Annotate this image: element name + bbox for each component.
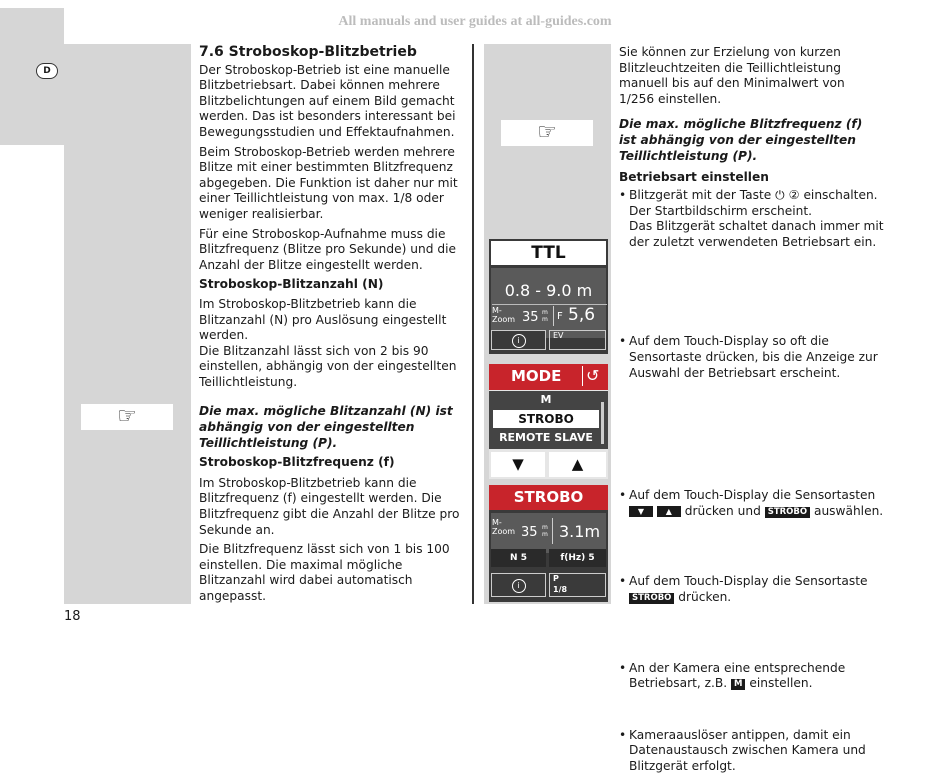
info-button[interactable] [491, 573, 546, 597]
range-readout: 0.8 - 9.0 m [504, 281, 593, 300]
display-strobo: STROBO M- Zoom 35 mm 3.1m N 5 f(Hz) 5 i P 1/8 [489, 485, 608, 602]
strobo-key-chip: STROBO [765, 507, 810, 518]
info-icon: i [512, 334, 526, 348]
step-camera-mode: • An der Kamera eine entsprechende Betriebsart, z.B. M einstellen. [619, 660, 846, 691]
subheading-mode: Betriebsart einstellen [619, 170, 769, 185]
flash-count-button[interactable]: N 5 [491, 549, 546, 567]
power-icon: ⏻ [775, 188, 785, 202]
mode-option-strobo[interactable]: STROBO [493, 410, 599, 428]
mode-label: TTL [491, 241, 606, 265]
paragraph: Im Stroboskop-Blitzbetrieb kann die Blitzfrequenz (f) eingestellt werden. Die Blitzfrequenz gibt die Anzahl der Blitze pro Sekunde an. [199, 475, 460, 537]
section-title: 7.6 Stroboskop-Blitzbetrieb [199, 44, 417, 60]
paragraph: Für eine Stroboskop-Aufnahme muss die Blitzfrequenz (Blitze pro Sekunde) und die Anzahl der Blitze eingestellt werden. [199, 226, 456, 272]
step-power-on: • Blitzgerät mit der Taste ⏻ ② einschalten. Der Startbildschirm erscheint. Das Blitzgerät schaltet danach immer mit der zuletzt verwendeten Betriebsart ein. [619, 188, 884, 249]
up-arrow-button[interactable]: ▲ [549, 452, 606, 477]
ev-button[interactable]: EV [549, 330, 606, 350]
back-icon[interactable]: ↺ [586, 366, 600, 385]
paragraph: Beim Stroboskop-Betrieb werden mehrere Blitze mit einer bestimmten Blitzfrequenz abgegeben. Die Funktion ist daher nur mit einer Teillichtleistung von max. 1/8 oder weniger realisierbar. [199, 144, 458, 221]
m-mode-chip: M [731, 679, 745, 690]
mode-option-remote-slave[interactable]: REMOTE SLAVE [499, 431, 593, 444]
circled-2-icon: ② [788, 188, 800, 202]
note-hand-icon: ☞ [81, 404, 173, 430]
watermark: All manuals and user guides at all-guides.com [338, 14, 612, 29]
note-text: Die max. mögliche Blitzanzahl (N) ist abhängig von der eingestellten Teillichtleistung (P). [199, 404, 453, 450]
strobo-key-chip: STROBO [629, 593, 674, 604]
scrollbar[interactable] [601, 402, 604, 444]
bullet-icon: • [619, 574, 627, 589]
page-number: 18 [64, 609, 81, 624]
zoom-value: 35 [522, 310, 539, 325]
display-mode-select [489, 364, 608, 479]
power-level-value: 1/8 [553, 585, 568, 594]
mm-unit: mm [542, 309, 548, 323]
step-press-strobo: • Auf dem Touch-Display die Sensortaste STROBO drücken. [619, 574, 868, 604]
power-level-button[interactable]: P 1/8 [549, 573, 606, 597]
zoom-value: 35 [521, 525, 538, 540]
paragraph: Der Stroboskop-Betrieb ist eine manuelle Blitzbetriebsart. Dabei können mehrere Blitzbelichtungen auf einem Bild gemacht werden. Das ist besonders interessant bei Bewegungsstudien und Effektaufnahmen. [199, 62, 456, 139]
info-icon: i [512, 579, 526, 593]
column-divider [472, 44, 474, 604]
bullet-icon: • [619, 488, 627, 503]
display-ttl: TTL 0.8 - 9.0 m M- Zoom 35 mm F 5,6 i EV [489, 239, 608, 354]
bullet-icon: • [619, 334, 627, 349]
up-arrow-icon: ▲ [657, 506, 681, 517]
f-value: 5,6 [568, 305, 596, 325]
mode-option-m[interactable]: M [540, 393, 552, 406]
subheading-count: Stroboskop-Blitzanzahl (N) [199, 277, 384, 292]
mm-unit: mm [542, 524, 548, 538]
left-margin-band [64, 44, 191, 604]
note-text: Die max. mögliche Blitzfrequenz (f) ist abhängig von der eingestellten Teillichtleistung (P). [619, 117, 863, 163]
f-label: F [557, 311, 563, 322]
note-hand-icon-2: ☞ [501, 120, 593, 146]
paragraph: Sie können zur Erzielung von kurzen Blitzleuchtzeiten die Teillichtleistung manuell bis auf den Minimalwert von 1/256 einstellen. [619, 45, 845, 106]
zoom-label: M- [492, 306, 502, 315]
mode-title: MODE [511, 367, 562, 385]
left-text-column [199, 45, 465, 609]
language-badge: D [36, 63, 58, 79]
down-arrow-button[interactable]: ▼ [491, 452, 545, 477]
paragraph: Die Blitzfrequenz lässt sich von 1 bis 100 einstellen. Die maximal mögliche Blitzanzahl wird dabei automatisch angepasst. [199, 542, 450, 603]
paragraph: Die Blitzanzahl lässt sich von 2 bis 90 einstellen, abhängig von der eingestellten Teillichtleistung. [199, 343, 457, 389]
strobo-title: STROBO [489, 485, 608, 510]
paragraph: Im Stroboskop-Blitzbetrieb kann die Blitzanzahl (N) pro Auslösung eingestellt werden. [199, 296, 447, 343]
step-shutter-tap: • Kameraauslöser antippen, damit ein Datenaustausch zwischen Kamera und Blitzgerät erfolgt. [619, 727, 866, 773]
zoom-label: M- [492, 518, 502, 527]
down-arrow-icon: ▼ [629, 506, 653, 517]
bullet-icon: • [619, 188, 627, 202]
step-open-mode: • Auf dem Touch-Display so oft die Sensortaste drücken, bis die Anzeige zur Auswahl der Betriebsart erscheint. [619, 334, 878, 380]
bullet-icon: • [619, 660, 627, 675]
right-text-column [619, 45, 881, 190]
step-select-strobo: • Auf dem Touch-Display die Sensortasten ▼ ▲ drücken und STROBO auswählen. [619, 488, 884, 518]
distance-readout: 3.1m [559, 522, 601, 541]
frequency-button[interactable]: f(Hz) 5 [549, 549, 606, 567]
subheading-frequency: Stroboskop-Blitzfrequenz (f) [199, 455, 395, 470]
info-button[interactable] [491, 330, 546, 350]
bullet-icon: • [619, 727, 627, 742]
